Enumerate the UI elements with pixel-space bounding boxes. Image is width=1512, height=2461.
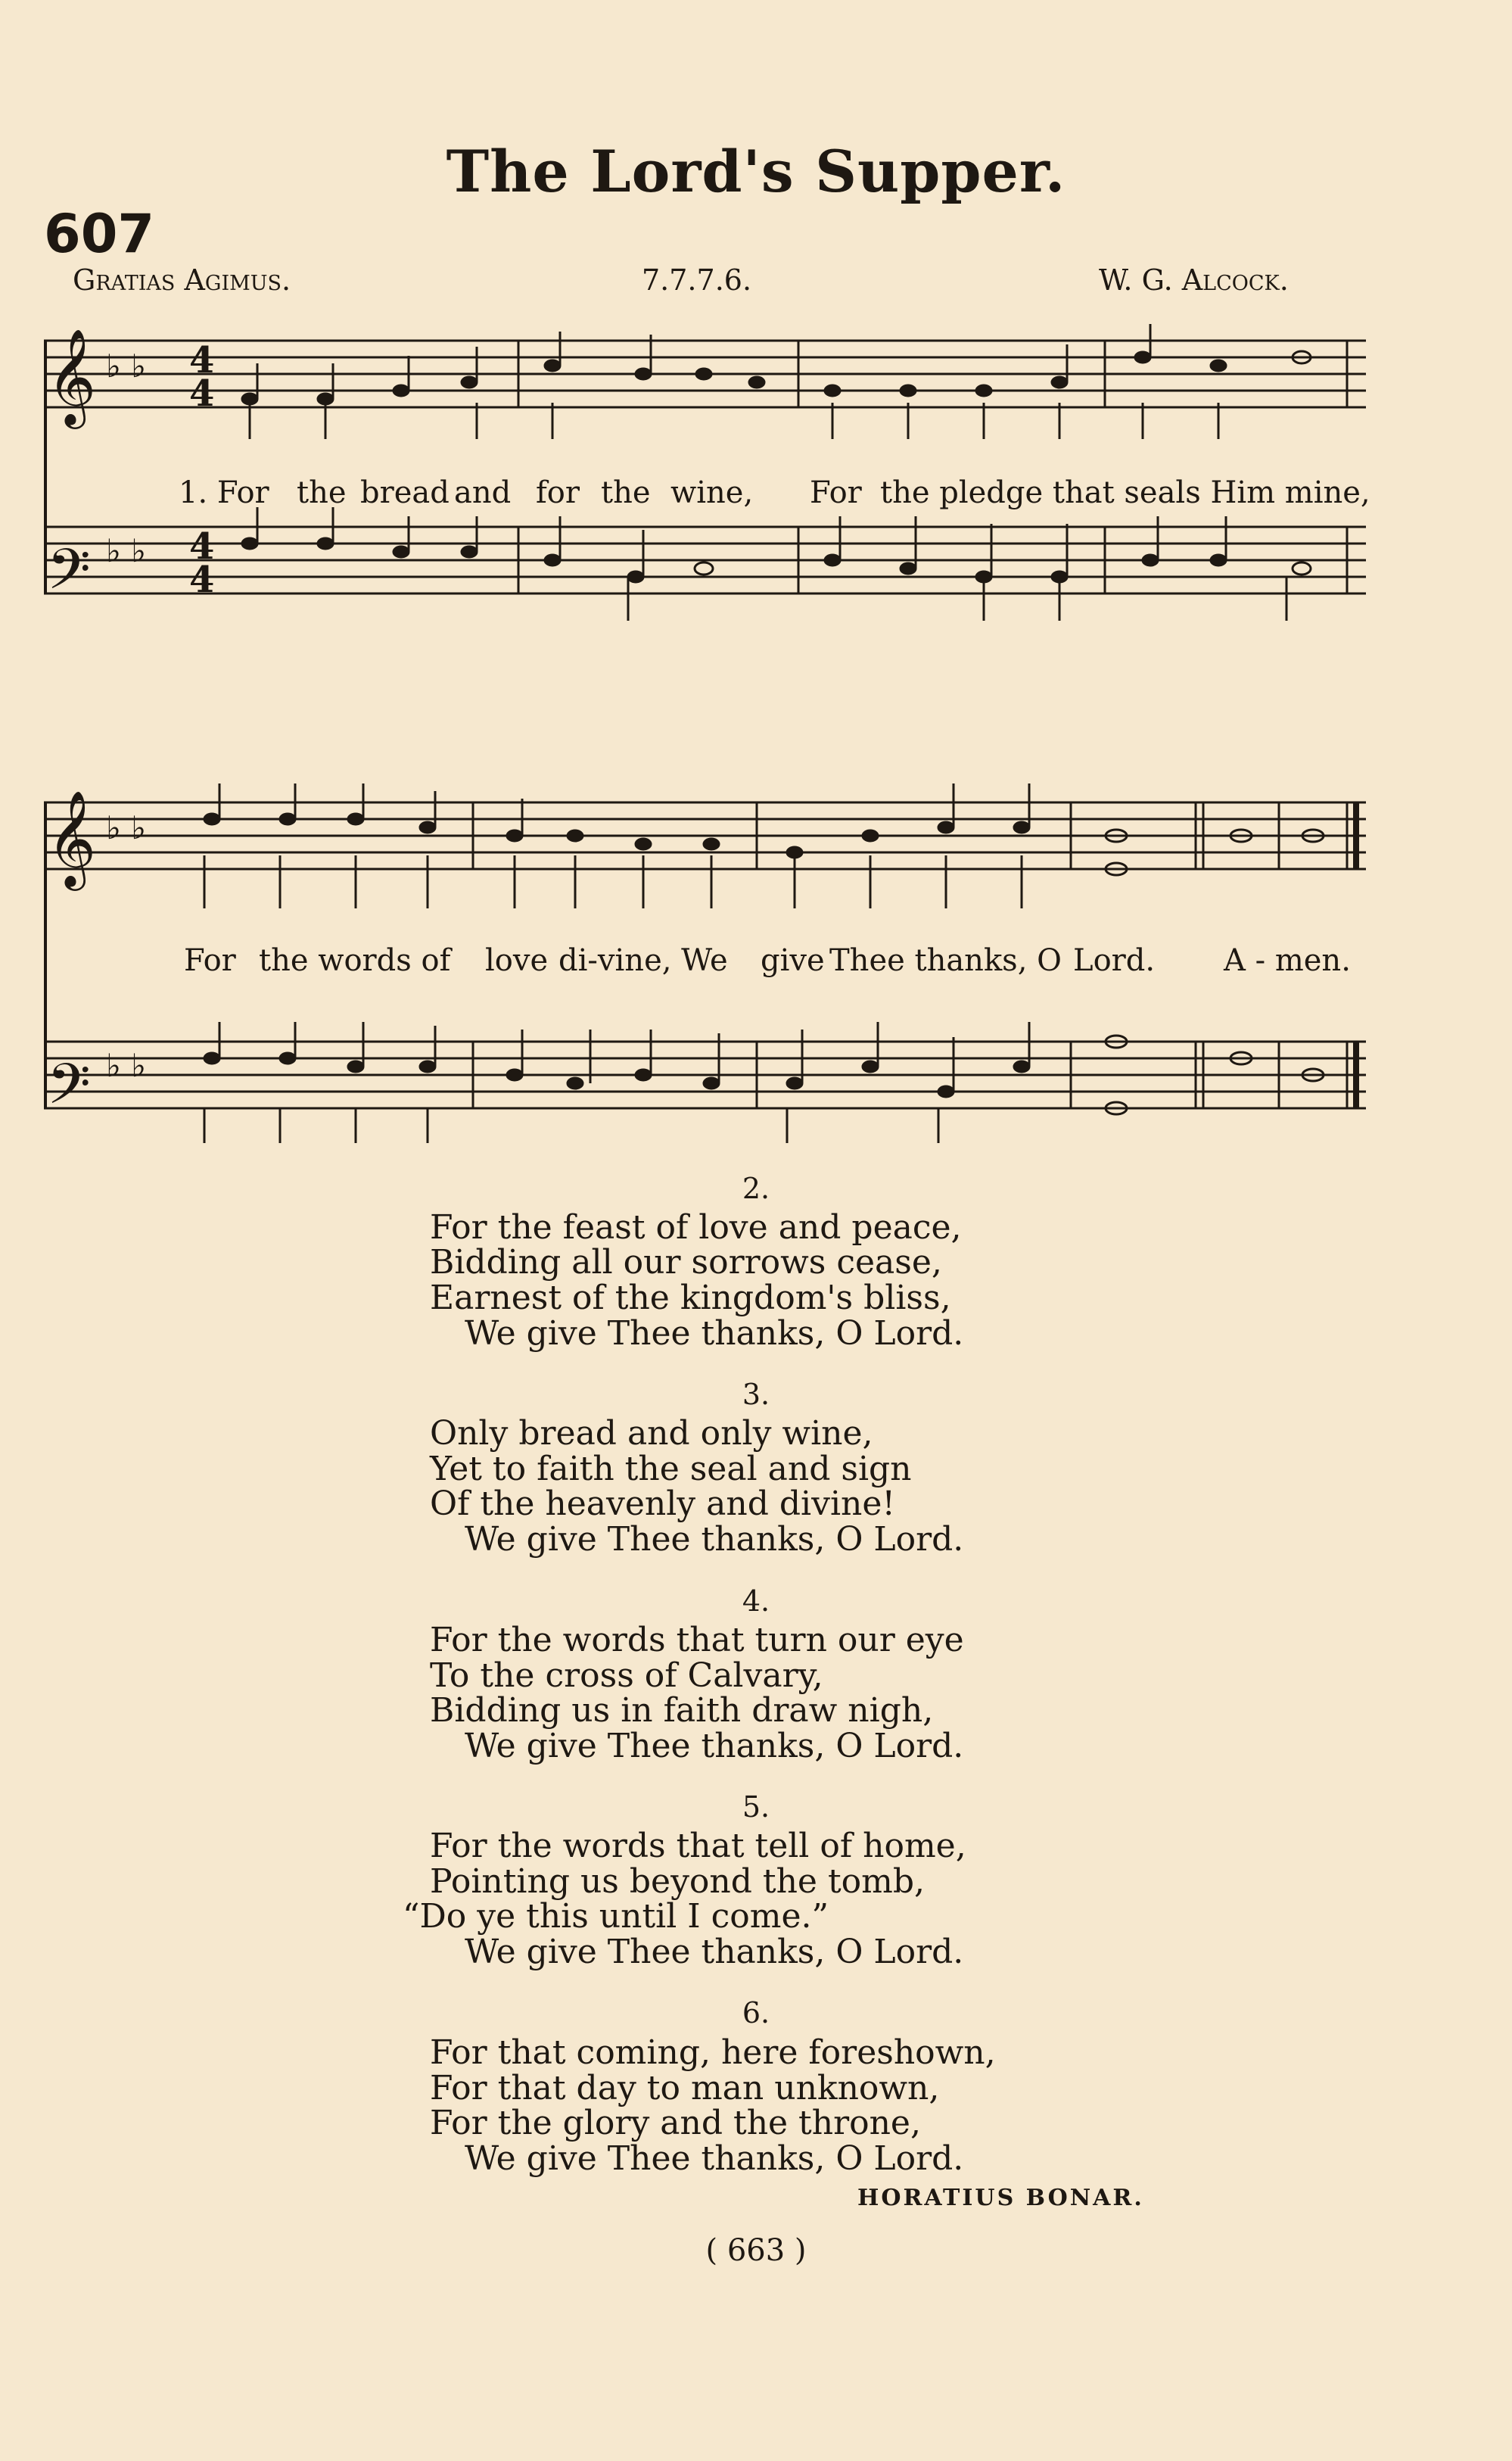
page-title: The Lord's Supper. bbox=[446, 138, 1066, 205]
composer: W. G. Alcock. bbox=[1099, 263, 1289, 297]
svg-text:4: 4 bbox=[189, 559, 215, 601]
lyric-s1-5: for bbox=[536, 475, 580, 510]
lyric-s1-2: the bbox=[297, 475, 347, 510]
verse-2-line-1: For the feast of love and peace, bbox=[430, 1208, 962, 1247]
verse-6-line-2: For that day to man unknown, bbox=[430, 2069, 940, 2107]
svg-text:♭ ♭: ♭ ♭ bbox=[106, 347, 146, 385]
lyric-s1-7: wine, bbox=[670, 475, 754, 510]
lyric-s1-4: and bbox=[454, 475, 512, 510]
verse-5-line-3: “Do ye this until I come.” bbox=[403, 1897, 829, 1936]
verse-4-line-1: For the words that turn our eye bbox=[430, 1621, 964, 1659]
verse-2-number: 2. bbox=[742, 1172, 770, 1205]
meter: 7.7.7.6. bbox=[642, 263, 752, 297]
verse-3-line-1: Only bread and only wine, bbox=[430, 1414, 873, 1453]
svg-text:𝄞: 𝄞 bbox=[47, 790, 97, 886]
lyric-s1-8: For bbox=[810, 475, 862, 510]
verse-4-line-3: Bidding us in faith draw nigh, bbox=[430, 1691, 934, 1730]
svg-text:4: 4 bbox=[189, 525, 215, 568]
verse-3-line-2: Yet to faith the seal and sign bbox=[430, 1450, 912, 1488]
verse-5-line-1: For the words that tell of home, bbox=[430, 1827, 966, 1865]
tune-name: Gratias Agimus. bbox=[73, 263, 291, 297]
verse-4-line-4: We give Thee thanks, O Lord. bbox=[465, 1727, 964, 1765]
lyric-s1-3: bread bbox=[360, 475, 450, 510]
svg-text:♭ ♭: ♭ ♭ bbox=[106, 1047, 146, 1084]
lyric-s2-7: Lord. bbox=[1073, 943, 1156, 978]
verse-6-line-4: We give Thee thanks, O Lord. bbox=[465, 2139, 964, 2178]
lyric-s1-6: the bbox=[601, 475, 651, 510]
lyric-s2-1: For bbox=[184, 943, 236, 978]
svg-text:4: 4 bbox=[189, 372, 215, 415]
verse-5-line-4: We give Thee thanks, O Lord. bbox=[465, 1933, 964, 1971]
lyric-s1-9: the pledge that seals Him mine, bbox=[880, 475, 1370, 510]
page-number: ( 663 ) bbox=[705, 2233, 807, 2268]
verse-3-line-4: We give Thee thanks, O Lord. bbox=[465, 1520, 964, 1559]
verse-4-number: 4. bbox=[742, 1584, 770, 1618]
verse-2-line-2: Bidding all our sorrows cease, bbox=[430, 1243, 942, 1282]
svg-text:𝄞: 𝄞 bbox=[47, 328, 97, 425]
lyric-s2-3: love bbox=[485, 943, 549, 978]
svg-text:♭ ♭: ♭ ♭ bbox=[106, 532, 146, 569]
verse-6-line-1: For that coming, here foreshown, bbox=[430, 2033, 996, 2072]
svg-text:♭ ♭: ♭ ♭ bbox=[106, 809, 146, 846]
author-credit: HORATIUS BONAR. bbox=[857, 2185, 1144, 2211]
svg-text:4: 4 bbox=[189, 339, 215, 382]
lyric-s1-1: 1. For bbox=[179, 475, 269, 510]
lyric-s2-5: give bbox=[761, 943, 825, 978]
lyric-s2-8: A - men. bbox=[1224, 943, 1351, 978]
verse-4-line-2: To the cross of Calvary, bbox=[430, 1656, 823, 1695]
verse-6-number: 6. bbox=[742, 1996, 770, 2030]
verse-3-number: 3. bbox=[742, 1378, 770, 1411]
verse-6-line-3: For the glory and the throne, bbox=[430, 2104, 921, 2142]
verse-5-number: 5. bbox=[742, 1790, 770, 1824]
svg-text:𝄢: 𝄢 bbox=[47, 1051, 91, 1131]
svg-text:𝄢: 𝄢 bbox=[47, 537, 91, 616]
verse-3-line-3: Of the heavenly and divine! bbox=[430, 1484, 896, 1523]
hymn-number: 607 bbox=[44, 203, 155, 265]
lyric-s2-4: di-vine, We bbox=[558, 943, 728, 978]
lyric-s2-6: Thee thanks, O bbox=[829, 943, 1062, 978]
verse-2-line-3: Earnest of the kingdom's bliss, bbox=[430, 1279, 951, 1317]
verse-2-line-4: We give Thee thanks, O Lord. bbox=[465, 1314, 964, 1353]
verse-5-line-2: Pointing us beyond the tomb, bbox=[430, 1862, 926, 1901]
lyric-s2-2: the words of bbox=[259, 943, 451, 978]
